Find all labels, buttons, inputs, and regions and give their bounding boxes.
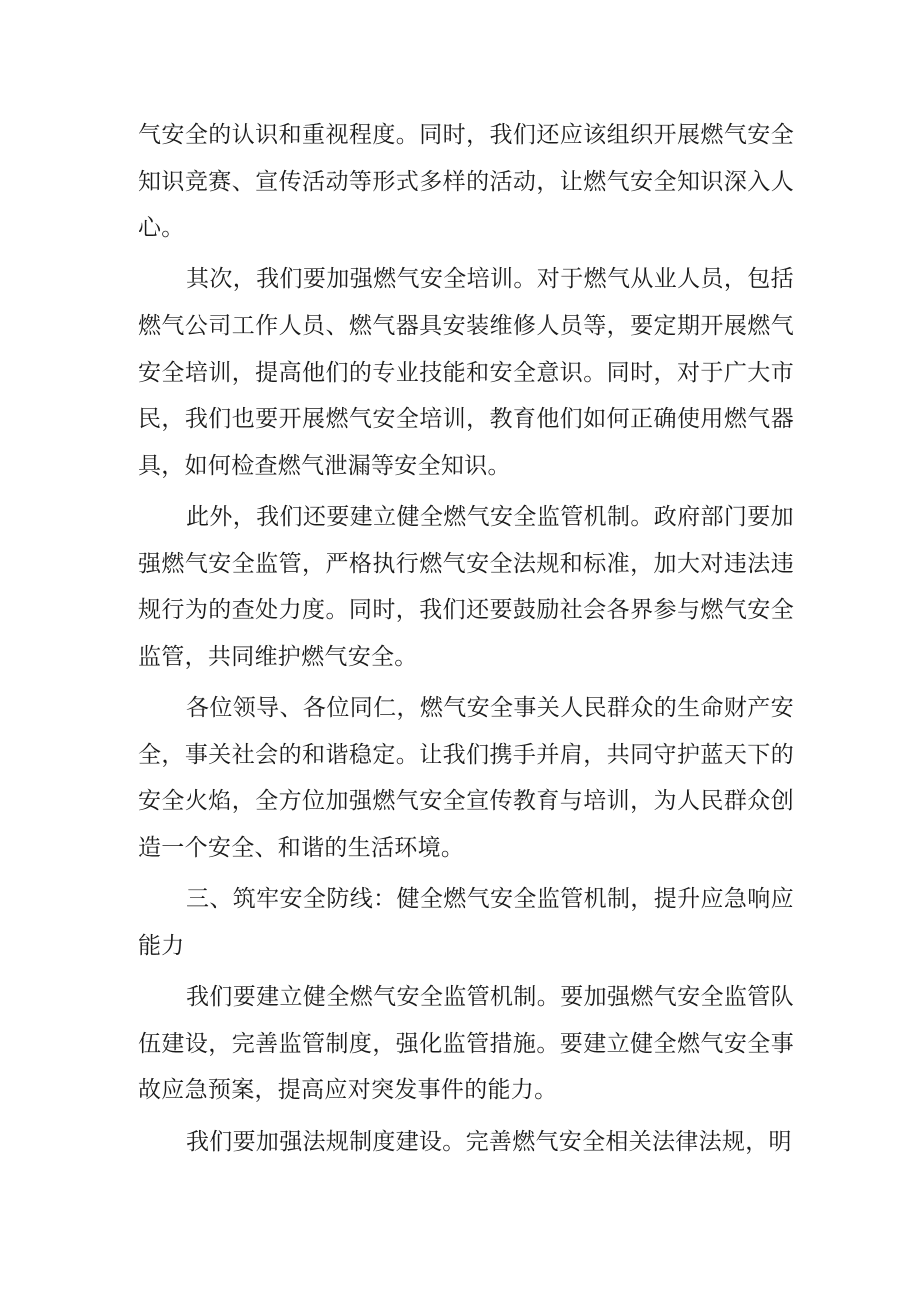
- paragraph-6: 我们要加强法规制度建设。完善燃气安全相关法律法规，明: [186, 1128, 792, 1155]
- paragraph-2: 其次，我们要加强燃气安全培训。对于燃气从业人员，包括燃气公司工作人员、燃气器具安装维修人员等，要定期开展燃气安全培训，提高他们的专业技能和安全意识。同时，对于广大市民，我们也要开展燃气安全培训，教育他们如何正确使用燃气器具，如何检查燃气泄漏等安全知识。: [138, 266, 794, 479]
- document-body: [138, 112, 794, 1170]
- paragraph-1: 气安全的认识和重视程度。同时，我们还应该组织开展燃气安全知识竞赛、宣传活动等形式多样的活动，让燃气安全知识深入人心。: [138, 122, 794, 242]
- paragraph-4: 各位领导、各位同仁，燃气安全事关人民群众的生命财产安全，事关社会的和谐稳定。让我们携手并肩，共同守护蓝天下的安全火焰，全方位加强燃气安全宣传教育与培训，为人民群众创造一个安全、和谐的生活环境。: [138, 695, 794, 861]
- paragraph-5: 我们要建立健全燃气安全监管机制。要加强燃气安全监管队伍建设，完善监管制度，强化监管措施。要建立健全燃气安全事故应急预案，提高应对突发事件的能力。: [138, 984, 794, 1104]
- paragraph-3: 此外，我们还要建立健全燃气安全监管机制。政府部门要加强燃气安全监管，严格执行燃气安全法规和标准，加大对违法违规行为的查处力度。同时，我们还要鼓励社会各界参与燃气安全监管，共同维护燃气安全。: [138, 504, 794, 670]
- section-heading: 三、筑牢安全防线：健全燃气安全监管机制，提升应急响应能力: [138, 886, 794, 959]
